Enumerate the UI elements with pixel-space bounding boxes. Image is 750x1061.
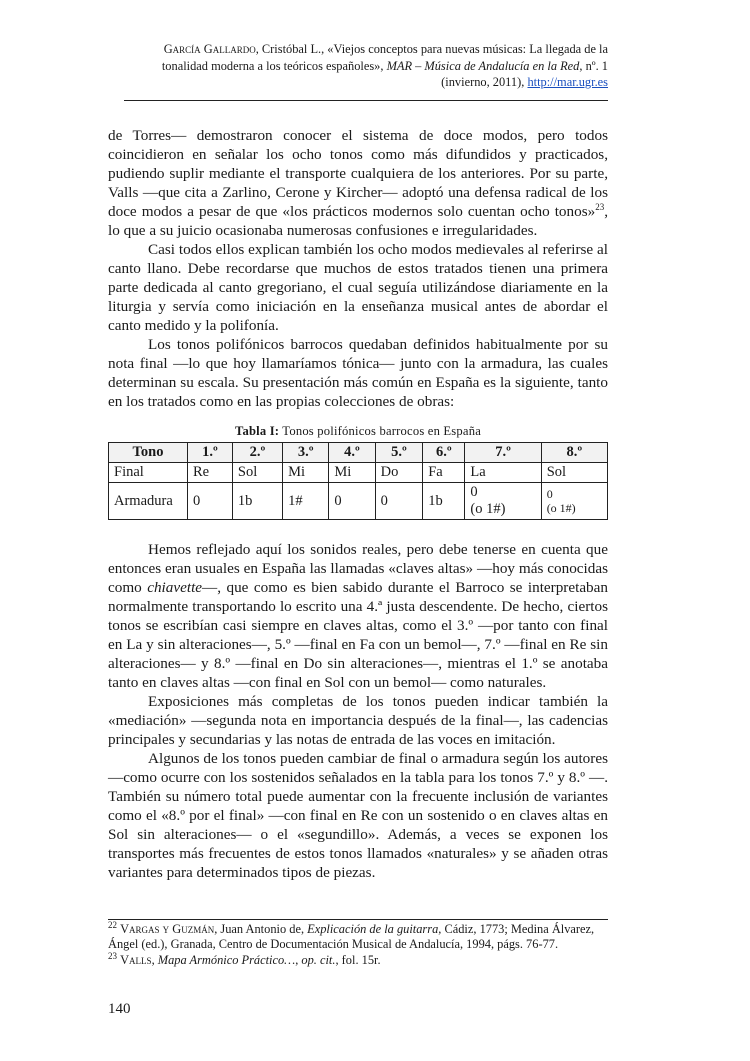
cell-line: (o 1#) xyxy=(470,501,506,517)
cell-line: (o 1#) xyxy=(546,501,576,515)
header-journal: MAR – Música de Andalucía en la Red xyxy=(386,58,580,73)
table-caption xyxy=(108,422,608,441)
paragraph-2: Casi todos ellos explican también los ocho modos medievales al referirse al canto llano. Debe recordarse que muchos de estos tratados tienen una primera parte dedicada al canto gregoriano, el cual seguía utilizándose diariamente en la liturgia y servía como iniciación en la enseñanza musical antes de abordar el canto medido y la polifonía. xyxy=(108,241,608,334)
table-cell-stacked xyxy=(541,483,607,520)
table-cell: 1b xyxy=(423,483,465,520)
footnote-22 xyxy=(108,919,608,953)
table-caption-label: Tabla I: xyxy=(235,424,280,438)
page-number: 140 xyxy=(108,1001,131,1017)
cell-line: 0 xyxy=(470,484,478,500)
footnotes xyxy=(108,919,608,968)
paragraph-1-text-b: , lo que a su juicio ocasionaba numerosas confusiones e irregularidades. xyxy=(108,203,608,239)
table-cell: 0 xyxy=(375,483,423,520)
table-cell: Fa xyxy=(423,463,465,483)
footnote-23-title: Mapa Armónico Práctico… xyxy=(157,952,296,967)
footnote-22-number: 22 xyxy=(108,919,117,930)
table-cell: Sol xyxy=(232,463,282,483)
table-header-cell: 6.º xyxy=(423,443,465,463)
table-cell: Sol xyxy=(541,463,607,483)
table-row-armadura xyxy=(109,483,608,520)
footnote-22-text: , Cádiz, 1773; Medina Álvarez, Ángel (ed.), Granada, Centro de Documentación Musical de Andalucía, 1994, págs. 76-77. xyxy=(108,922,595,952)
paragraph-4-text-b: —, que como es bien sabido durante el Barroco se interpretaban normalmente transportando lo escrito una 4.ª justa descendente. De hecho, ciertos tonos se escribían casi siempre en claves altas, como el 3.º —por tanto con final en La y sin alteraciones—, 5.º —final en Fa con un bemol—, 7.º —final en Re sin alteraciones— y 8.º —final en Do sin alteraciones—, mientras el 1.º se anotaba tanto en claves altas —con final en Sol con un bemol— como naturales. xyxy=(108,579,608,691)
table-header-cell: 4.º xyxy=(329,443,375,463)
table-cell-stacked xyxy=(465,483,541,520)
footnote-ref-23[interactable]: 23 xyxy=(595,201,605,212)
table-cell: 1# xyxy=(283,483,329,520)
paragraph-1 xyxy=(108,126,608,240)
main-text xyxy=(108,126,608,882)
footnote-22-text: , Juan Antonio de, xyxy=(214,922,308,936)
footnote-23-number: 23 xyxy=(108,950,117,961)
table-header-cell: 3.º xyxy=(283,443,329,463)
table-cell: La xyxy=(465,463,541,483)
table-cell: Do xyxy=(375,463,423,483)
footnote-23-text: , xyxy=(295,952,302,967)
table-header-row xyxy=(109,443,608,463)
paragraph-6: Algunos de los tonos pueden cambiar de final o armadura según los autores —como ocurre con los sostenidos señalados en la tabla para los tonos 7.º y 8.º —. También su número total puede aumentar con la frecuente inclusión de variantes como el «8.º por el final» —con final en Re con un sostenido o en claves altas en Sol sin alteraciones— o el «segundillo». Además, a veces se exponen los transportes más frecuentes de estos tonos llamados «naturales» y se añaden otras variantes para determinados tipos de piezas. xyxy=(108,750,608,881)
table-header-cell: 8.º xyxy=(541,443,607,463)
paragraph-5: Exposiciones más completas de los tonos pueden indicar también la «mediación» —segunda nota en importancia después de la final—, las cadencias principales y secundarias y las notas de entrada de las voces en imitación. xyxy=(108,693,608,748)
footnote-23-text: , fol. 15r. xyxy=(335,952,381,967)
table-header-cell: 5.º xyxy=(375,443,423,463)
paragraph-1-text-a: de Torres— demostraron conocer el sistema de doce modos, pero todos coincidieron en señalar los ocho tonos como más difundidos y practicados, pudiendo suplir mediante el transporte cualquiera de los anteriores. Por su parte, Valls —que cita a Zarlino, Cerone y Kircher— adoptó una defensa radical de los doce modos a pesar de que «los prácticos modernos solo cuentan ocho tonos» xyxy=(108,127,608,220)
footnote-23-opcit: op. cit. xyxy=(301,952,336,967)
header-url-link[interactable]: http://mar.ugr.es xyxy=(527,75,608,90)
table-row-final xyxy=(109,463,608,483)
table-cell: Final xyxy=(109,463,188,483)
paragraph-4 xyxy=(108,540,608,692)
chiavette-term: chiavette xyxy=(147,579,203,596)
header-author: García Gallardo xyxy=(163,42,256,56)
table-cell: 1b xyxy=(232,483,282,520)
header-issue: , nº. 1 (invierno, 2011), xyxy=(441,58,608,90)
tonos-table xyxy=(108,442,608,520)
footnote-23-text: , xyxy=(151,952,158,967)
footnote-rule xyxy=(108,919,608,920)
table-cell: Armadura xyxy=(109,483,188,520)
table-cell: Re xyxy=(188,463,233,483)
header-citation: , Cristóbal L., «Viejos conceptos para nuevas músicas: La llegada de la tonalidad moderna a los teóricos españoles», xyxy=(161,42,608,73)
paragraph-3: Los tonos polifónicos barrocos quedaban definidos habitualmente por su nota final —lo que hoy llamaríamos tónica— junto con la armadura, las cuales determinan su escala. Su presentación más común en España es la siguiente, tanto en los tratados como en las propias colecciones de obras: xyxy=(108,336,608,410)
header-rule xyxy=(124,100,608,101)
table-header-cell: 2.º xyxy=(232,443,282,463)
table-cell: Mi xyxy=(329,463,375,483)
table-cell: 0 xyxy=(329,483,375,520)
table-header-cell: Tono xyxy=(109,443,188,463)
footnote-23 xyxy=(108,950,608,968)
table-header-cell: 1.º xyxy=(188,443,233,463)
footnote-22-author: Vargas y Guzmán xyxy=(120,922,215,936)
table-cell: Mi xyxy=(283,463,329,483)
running-header xyxy=(124,41,608,91)
cell-line: 0 xyxy=(546,487,553,501)
table-cell: 0 xyxy=(188,483,233,520)
footnote-23-author: Valls xyxy=(120,952,152,967)
table-header-cell: 7.º xyxy=(465,443,541,463)
table-caption-text: Tonos polifónicos barrocos en España xyxy=(279,424,481,438)
footnote-22-title: Explicación de la guitarra xyxy=(307,922,439,936)
paragraph-4-text-a: Hemos reflejado aquí los sonidos reales, pero debe tenerse en cuenta que entonces eran usuales en España las llamadas «claves altas» —hoy más conocidas como xyxy=(108,541,608,596)
